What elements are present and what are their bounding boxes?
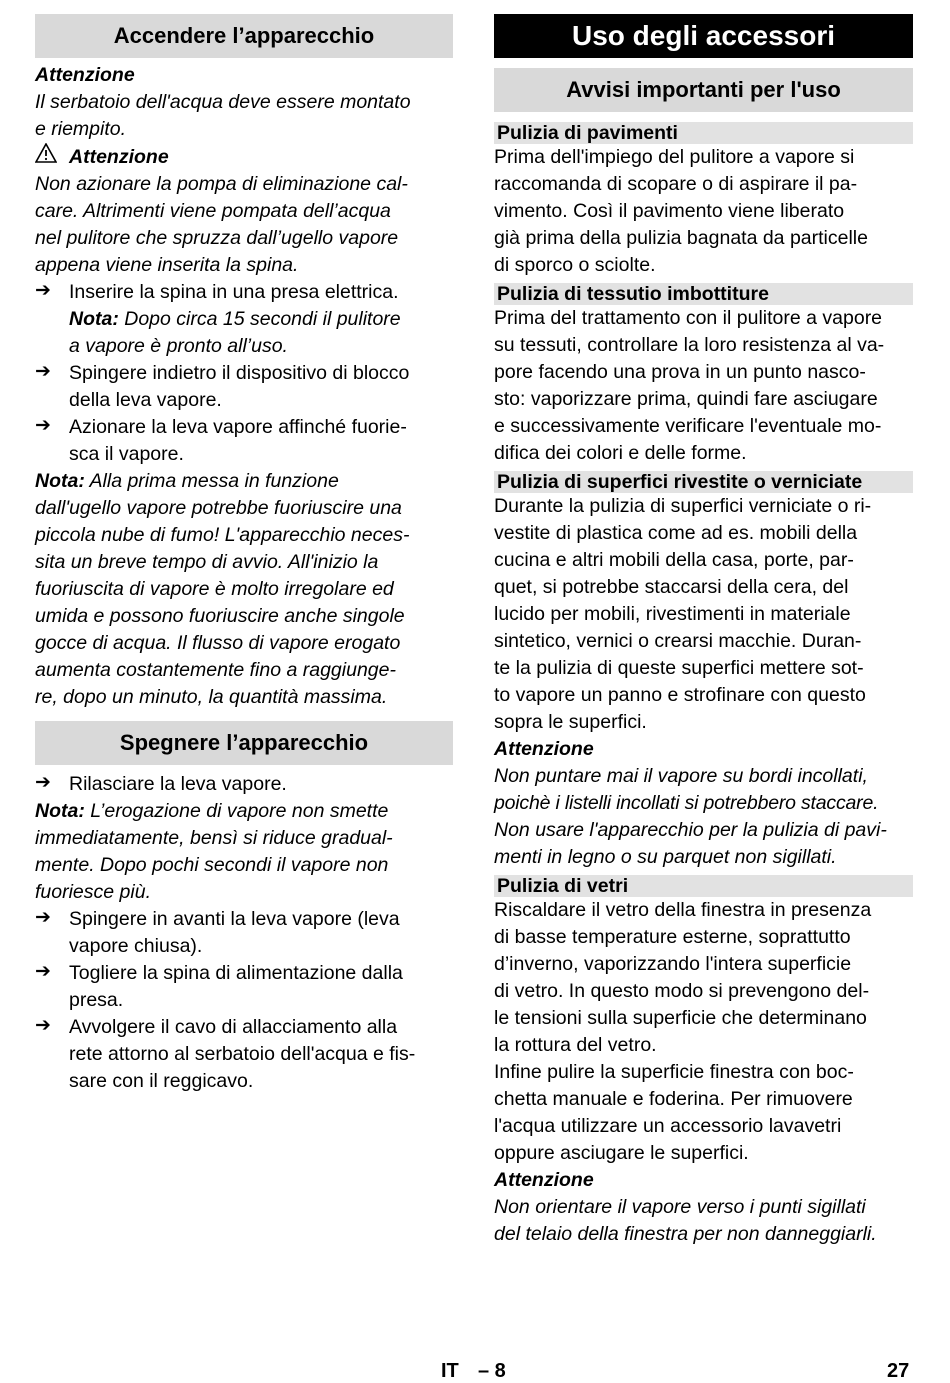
caution-line: Non usare l'apparecchio per la pulizia di pavi- xyxy=(494,819,887,841)
body-line: la rottura del vetro. xyxy=(494,1034,657,1056)
step-text: rete attorno al serbatoio dell'acqua e fis- xyxy=(69,1043,416,1065)
arrow-right-icon: ➔ xyxy=(35,907,51,928)
step-text: Togliere la spina di alimentazione dalla xyxy=(69,962,403,984)
step-item xyxy=(35,414,453,468)
note-text: a vapore è pronto all’uso. xyxy=(69,335,288,357)
step-item xyxy=(35,906,453,960)
body-line: sopra le superfici. xyxy=(494,711,647,733)
body-line: Riscaldare il vetro della finestra in presenza xyxy=(494,899,872,921)
note-label: Nota: xyxy=(35,800,85,822)
step-item xyxy=(35,771,453,798)
footer-language: IT xyxy=(441,1360,459,1382)
caution-title: Attenzione xyxy=(494,738,594,760)
caution-line: menti in legno o su parquet non sigillati. xyxy=(494,846,837,868)
body-line: Durante la pulizia di superfici verniciate o ri- xyxy=(494,495,872,517)
subheading-glass: Pulizia di vetri xyxy=(494,875,913,897)
step-text: Spingere in avanti la leva vapore (leva xyxy=(69,908,400,930)
step-text: Avvolgere il cavo di allacciamento alla xyxy=(69,1016,398,1038)
left-column xyxy=(35,14,453,1095)
arrow-right-icon: ➔ xyxy=(35,361,51,382)
body-line: vimento. Così il pavimento viene liberato xyxy=(494,200,845,222)
body-line: e successivamente verificare l'eventuale mo- xyxy=(494,415,882,437)
body-line: cucina e altri mobili della casa, porte, par- xyxy=(494,549,854,571)
step-text: sare con il reggicavo. xyxy=(69,1070,254,1092)
warning-line: nel pulitore che spruzza dall’ugello vapore xyxy=(35,227,399,249)
note-label: Nota: xyxy=(35,470,85,492)
section-heading-switch-off: Spegnere l’apparecchio xyxy=(35,721,453,765)
body-line: su tessuti, controllare la loro resistenza al va- xyxy=(494,334,885,356)
caution-line: Non orientare il vapore verso i punti sigillati xyxy=(494,1196,866,1218)
step-text: Inserire la spina in una presa elettrica. xyxy=(69,281,399,303)
step-item xyxy=(35,960,453,1014)
step-text: vapore chiusa). xyxy=(69,935,203,957)
arrow-right-icon: ➔ xyxy=(35,1015,51,1036)
note-text: dall'ugello vapore potrebbe fuoriuscire una xyxy=(35,497,402,519)
body-line: sto: vaporizzare prima, quindi fare asciugare xyxy=(494,388,878,410)
step-text: Azionare la leva vapore affinché fuorie- xyxy=(69,416,407,438)
note-text: umida e possono fuoriuscire anche singole xyxy=(35,605,405,627)
note-text: Dopo circa 15 secondi il pulitore xyxy=(118,308,401,330)
body-line: lucido per mobili, rivestimenti in materiale xyxy=(494,603,851,625)
body-line: chetta manuale e foderina. Per rimuovere xyxy=(494,1088,853,1110)
chapter-heading: Uso degli accessori xyxy=(494,14,913,58)
body-line: sintetico, vernici o crearsi macchie. Duran- xyxy=(494,630,862,652)
step-item xyxy=(35,279,453,360)
body-line: raccomanda di scopare o di aspirare il pa- xyxy=(494,173,858,195)
note-text: gocce di acqua. Il flusso di vapore erogato xyxy=(35,632,401,654)
subheading-floors: Pulizia di pavimenti xyxy=(494,122,913,144)
caution-line: poichè i listelli incollati si potrebbero staccare. xyxy=(494,792,879,814)
note-text: immediatamente, bensì si riduce gradual- xyxy=(35,827,393,849)
body-line: pore facendo una prova in un punto nasco- xyxy=(494,361,866,383)
note-text: aumenta costantemente fino a raggiunge- xyxy=(35,659,396,681)
note-text: sita un breve tempo di avvio. All'inizio la xyxy=(35,551,379,573)
body-line: già prima della pulizia bagnata da particelle xyxy=(494,227,868,249)
body-line: Infine pulire la superficie finestra con boc- xyxy=(494,1061,854,1083)
section-heading-switch-on: Accendere l’apparecchio xyxy=(35,14,453,58)
body-line: di basse temperature esterne, soprattutto xyxy=(494,926,851,948)
body-line: oppure asciugare le superfici. xyxy=(494,1142,749,1164)
step-text: presa. xyxy=(69,989,124,1011)
body-line: te la pulizia di queste superfici mettere sot- xyxy=(494,657,864,679)
note-label: Nota: xyxy=(69,308,119,330)
arrow-right-icon: ➔ xyxy=(35,772,51,793)
caution-title: Attenzione xyxy=(35,64,135,86)
step-item xyxy=(35,1014,453,1095)
note-text: mente. Dopo pochi secondi il vapore non xyxy=(35,854,389,876)
body-line: Prima del trattamento con il pulitore a vapore xyxy=(494,307,883,329)
caution-line: del telaio della finestra per non danneggiarli. xyxy=(494,1223,877,1245)
step-text: sca il vapore. xyxy=(69,443,184,465)
warning-line: care. Altrimenti viene pompata dell’acqua xyxy=(35,200,391,222)
body-line: difica dei colori e delle forme. xyxy=(494,442,747,464)
arrow-right-icon: ➔ xyxy=(35,280,51,301)
step-item xyxy=(35,360,453,414)
subheading-fabrics: Pulizia di tessutio imbottiture xyxy=(494,283,913,305)
caution-line: Non puntare mai il vapore su bordi incollati, xyxy=(494,765,868,787)
body-line: d’inverno, vaporizzando l'intera superficie xyxy=(494,953,852,975)
arrow-right-icon: ➔ xyxy=(35,961,51,982)
note-text: L’erogazione di vapore non smette xyxy=(84,800,389,822)
note-text: re, dopo un minuto, la quantità massima. xyxy=(35,686,388,708)
footer-page-number: 27 xyxy=(887,1360,910,1382)
note-text: piccola nube di fumo! L'apparecchio neces- xyxy=(35,524,410,546)
note-text: fuoriesce più. xyxy=(35,881,151,903)
body-line: l'acqua utilizzare un accessorio lavavetri xyxy=(494,1115,842,1137)
warning-line: appena viene inserita la spina. xyxy=(35,254,299,276)
caution-title: Attenzione xyxy=(494,1169,594,1191)
body-line: vestite di plastica come ad es. mobili della xyxy=(494,522,858,544)
body-line: Prima dell'impiego del pulitore a vapore si xyxy=(494,146,855,168)
arrow-right-icon: ➔ xyxy=(35,415,51,436)
body-line: quet, si potrebbe staccarsi della cera, del xyxy=(494,576,849,598)
body-line: di vetro. In questo modo si prevengono del- xyxy=(494,980,870,1002)
warning-title: Attenzione xyxy=(69,146,169,168)
caution-line: Il serbatoio dell'acqua deve essere montato xyxy=(35,91,411,113)
footer-section-page: – 8 xyxy=(478,1360,506,1382)
right-column xyxy=(494,14,913,1248)
step-text: della leva vapore. xyxy=(69,389,222,411)
section-heading-usage-notes: Avvisi importanti per l'uso xyxy=(494,68,913,112)
body-line: le tensioni sulla superficie che determinano xyxy=(494,1007,867,1029)
step-text: Rilasciare la leva vapore. xyxy=(69,773,287,795)
warning-triangle-icon xyxy=(35,143,69,171)
note-text: Alla prima messa in funzione xyxy=(84,470,339,492)
body-line: to vapore un panno e strofinare con questo xyxy=(494,684,866,706)
warning-line: Non azionare la pompa di eliminazione cal- xyxy=(35,173,408,195)
body-line: di sporco o sciolte. xyxy=(494,254,656,276)
subheading-coated-surfaces: Pulizia di superfici rivestite o verniciate xyxy=(494,471,913,493)
note-text: fuoriuscita di vapore è molto irregolare ed xyxy=(35,578,394,600)
warning-title-row xyxy=(35,143,453,171)
step-text: Spingere indietro il dispositivo di blocco xyxy=(69,362,410,384)
caution-line: e riempito. xyxy=(35,118,127,140)
